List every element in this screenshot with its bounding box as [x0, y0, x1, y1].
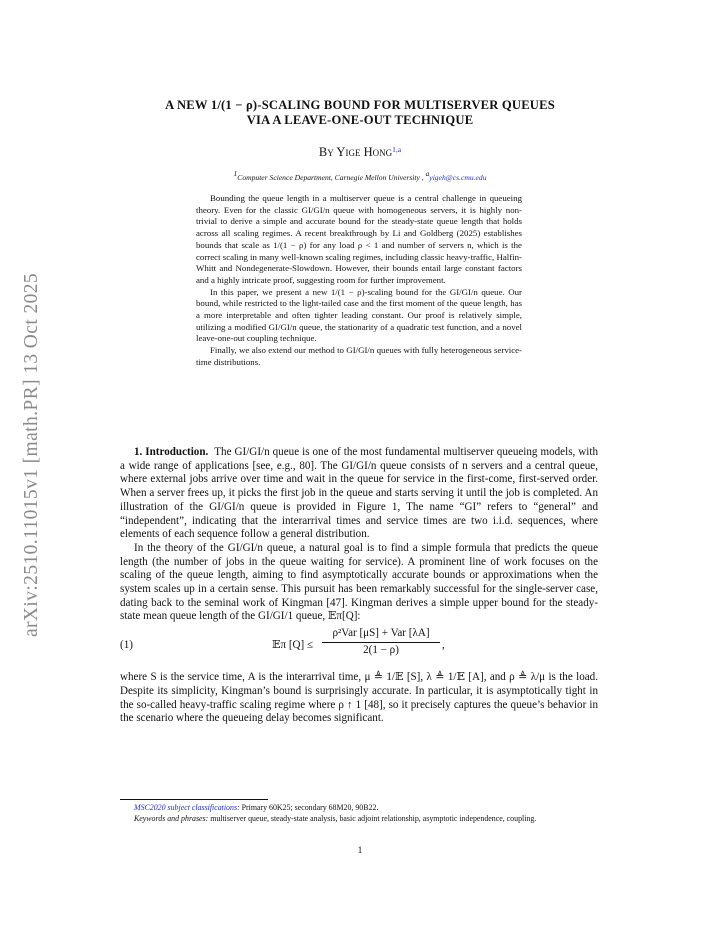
msc-text: Primary 60K25; secondary 68M20, 90B22. [239, 803, 379, 812]
equation-denominator: 2(1 − ρ) [363, 643, 399, 656]
affil-text: Computer Science Department, Carnegie Mellon University , [237, 173, 426, 182]
keywords-text: multiserver queue, steady-state analysis, basic adjoint relationship, asymptotic independence, coupling. [208, 813, 537, 823]
introduction-section [120, 446, 598, 726]
equation-lhs: 𝔼π [Q] ≤ [272, 639, 314, 652]
keywords-footnote [120, 814, 598, 825]
intro-paragraph-3: where S is the service time, A is the interarrival time, μ ≜ 1/𝔼 [S], λ ≜ 1/𝔼 [A], and ρ ≜ λ/μ is the load. Despite its simplicity, Kingman’s bound is surprisingly accurate. In particular, it is asymptotically tight in the so-called heavy-traffic scaling regime where ρ ↑ 1 [48], so it precisely captures the queue’s behavior in the scenario where the queueing delay becomes significant. [120, 671, 598, 725]
footnotes [120, 803, 598, 824]
author-email-link[interactable]: yigeh@cs.cmu.edu [429, 173, 487, 182]
msc-link[interactable]: MSC2020 subject classifications: [134, 803, 240, 812]
page-number: 1 [357, 846, 363, 856]
section-heading: 1. Introduction. [134, 446, 209, 458]
equation-1 [120, 629, 598, 667]
affil-sup: 1 [233, 169, 238, 178]
arxiv-sidebar [14, 235, 50, 675]
author-sup[interactable]: 1,a [392, 145, 402, 154]
paper-title [120, 98, 600, 128]
abstract-paragraph-2: In this paper, we present a new 1/(1 − ρ)-scaling bound for the GI/GI/n queue. Our bound, while restricted to the light-tailed case and the first moment of the queue length, has a more interpretable and often tighter leading constant. Our proof is relatively simple, utilizing a modified GI/GI/n queue, the stationarity of a quadratic test function, and a novel leave-one-out coupling technique. [196, 286, 522, 344]
affiliation [120, 169, 600, 182]
abstract-paragraph-1: Bounding the queue length in a multiserver queue is a central challenge in queueing theory. Even for the classic GI/GI/n queue with homogeneous servers, it is highly non-trivial to derive a simple and accurate bound for the steady-state queue length that holds across all scaling regimes. A recent breakthrough by Li and Goldberg (2025) establishes bounds that scale as 1/(1 − ρ) for any load ρ < 1 and number of servers n, which is the correct scaling in many well-known scaling regimes, including classic heavy-traffic, Halfin-Whitt and Nondegenerate-Slowdown. However, their bounds entail large constant factors and a highly intricate proof, suggesting room for further improvement. [196, 193, 522, 285]
title-line-1: A NEW 1/(1 − ρ)-SCALING BOUND FOR MULTISERVER QUEUES [165, 98, 555, 112]
intro-paragraph-2: In the theory of the GI/GI/n queue, a natural goal is to find a simple formula that predicts the queue length (the number of jobs in the queue waiting for service). A prominent line of work focuses on the scaling of the queue length, aiming to find asymptotically accurate bounds or approximations when the system scales up in a certain sense. This pursuit has been remarkably successful for the single-server case, dating back to the seminal work of Kingman [47]. Kingman derives a simple upper bound for the steady-state mean queue length of the GI/GI/1 queue, 𝔼π[Q]: [120, 541, 598, 623]
email-sup: a [425, 169, 430, 178]
arxiv-id: arXiv:2510.11015v1 [math.PR] 13 Oct 2025 [21, 272, 42, 638]
intro-paragraph-1 [120, 446, 598, 542]
keywords-label: Keywords and phrases: [134, 813, 209, 823]
equation-numerator: ρ²Var [μS] + Var [λA] [322, 627, 440, 643]
msc-footnote [120, 803, 598, 814]
footnote-rule [120, 799, 268, 800]
title-line-2: VIA A LEAVE-ONE-OUT TECHNIQUE [246, 113, 474, 127]
abstract-paragraph-3: Finally, we also extend our method to GI/GI/n queues with fully heterogeneous service-time distributions. [196, 345, 522, 367]
author-name: By Yige Hong [318, 145, 393, 159]
equation-comma: , [442, 639, 445, 652]
author-line [120, 145, 600, 160]
abstract [196, 193, 522, 369]
equation-number: (1) [120, 639, 133, 652]
equation-fraction [322, 627, 440, 657]
intro-paragraph-1-text: The GI/GI/n queue is one of the most fundamental multiserver queueing models, with a wide range of applications [see, e.g., 80]. The GI/GI/n queue consists of n servers and a central queue, where external jobs arrive over time and wait in the queue for service in the first-come, first-served order. When a server frees up, it picks the first job in the queue and starts serving it until the job is completed. An illustration of the GI/GI/n queue is provided in Figure 1, The name “GI” refers to “general” and “independent”, indicating that the interarrival times and service times are two i.i.d. sequences, where elements of each sequence follow a general distribution. [120, 446, 598, 541]
